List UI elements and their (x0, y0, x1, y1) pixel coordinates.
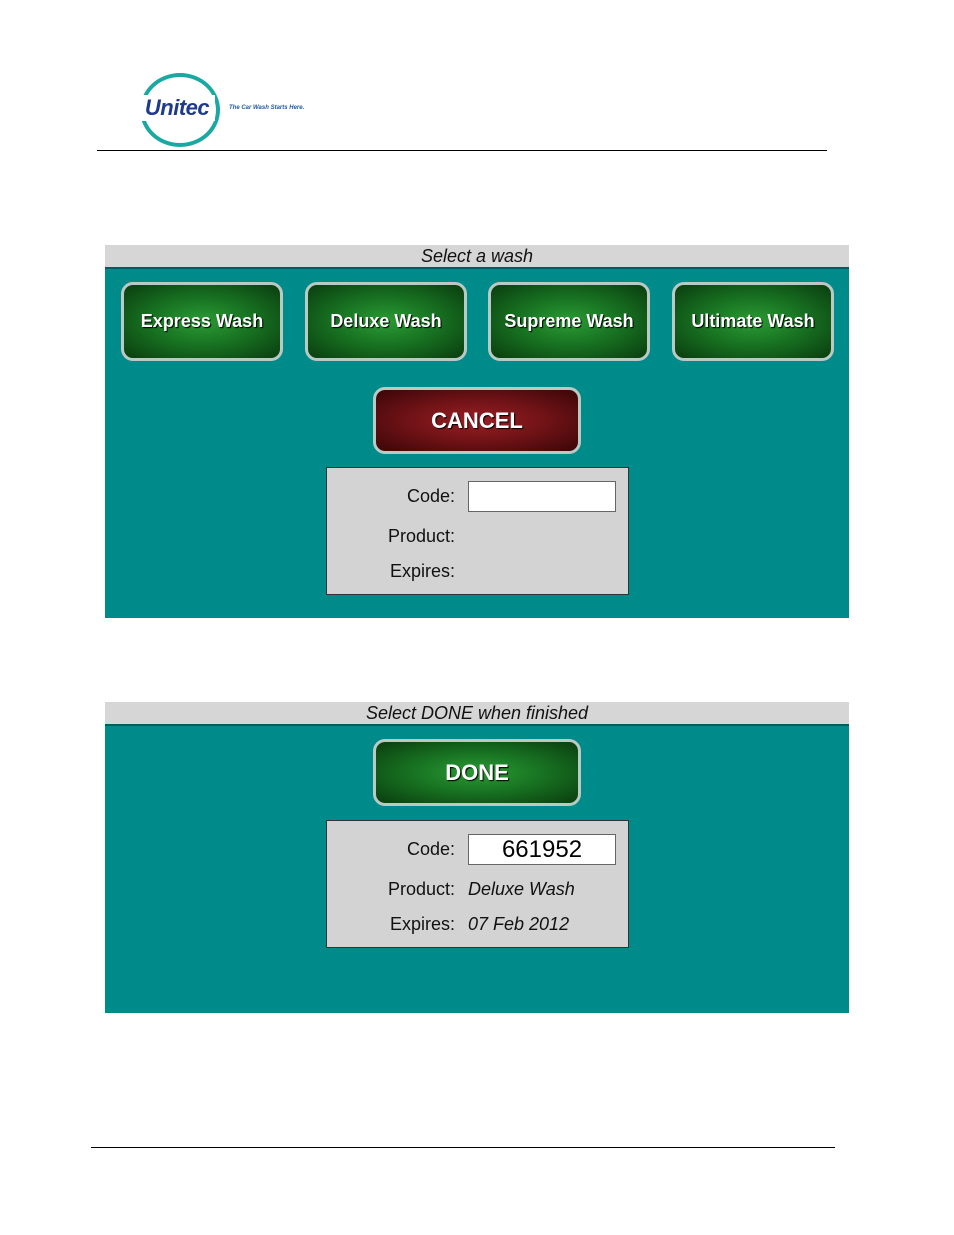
done-button[interactable]: DONE (373, 739, 581, 806)
code-field[interactable] (468, 481, 616, 512)
expires-value: 07 Feb 2012 (468, 914, 570, 934)
select-wash-screen (105, 245, 849, 618)
screen-header: Select a wash (105, 245, 849, 269)
logo-brand: Unitec (139, 95, 215, 121)
done-screen (105, 702, 849, 1013)
footer-rule (91, 1147, 835, 1148)
header-rule (97, 150, 827, 151)
cancel-button[interactable]: CANCEL (373, 387, 581, 454)
product-label: Product: (387, 879, 455, 899)
logo-tagline: The Car Wash Starts Here. (229, 105, 305, 111)
ultimate-wash-button[interactable]: Ultimate Wash (672, 282, 834, 361)
product-value: Deluxe Wash (468, 879, 575, 899)
express-wash-button[interactable]: Express Wash (121, 282, 283, 361)
expires-label: Expires: (389, 561, 455, 581)
supreme-wash-button[interactable]: Supreme Wash (488, 282, 650, 361)
code-label: Code: (406, 839, 455, 859)
deluxe-wash-button[interactable]: Deluxe Wash (305, 282, 467, 361)
expires-label: Expires: (389, 914, 455, 934)
product-label: Product: (387, 526, 455, 546)
code-label: Code: (406, 486, 455, 506)
code-field[interactable]: 661952 (468, 834, 616, 865)
code-info-box (326, 820, 629, 948)
code-info-box (326, 467, 629, 595)
screen-header: Select DONE when finished (105, 702, 849, 726)
